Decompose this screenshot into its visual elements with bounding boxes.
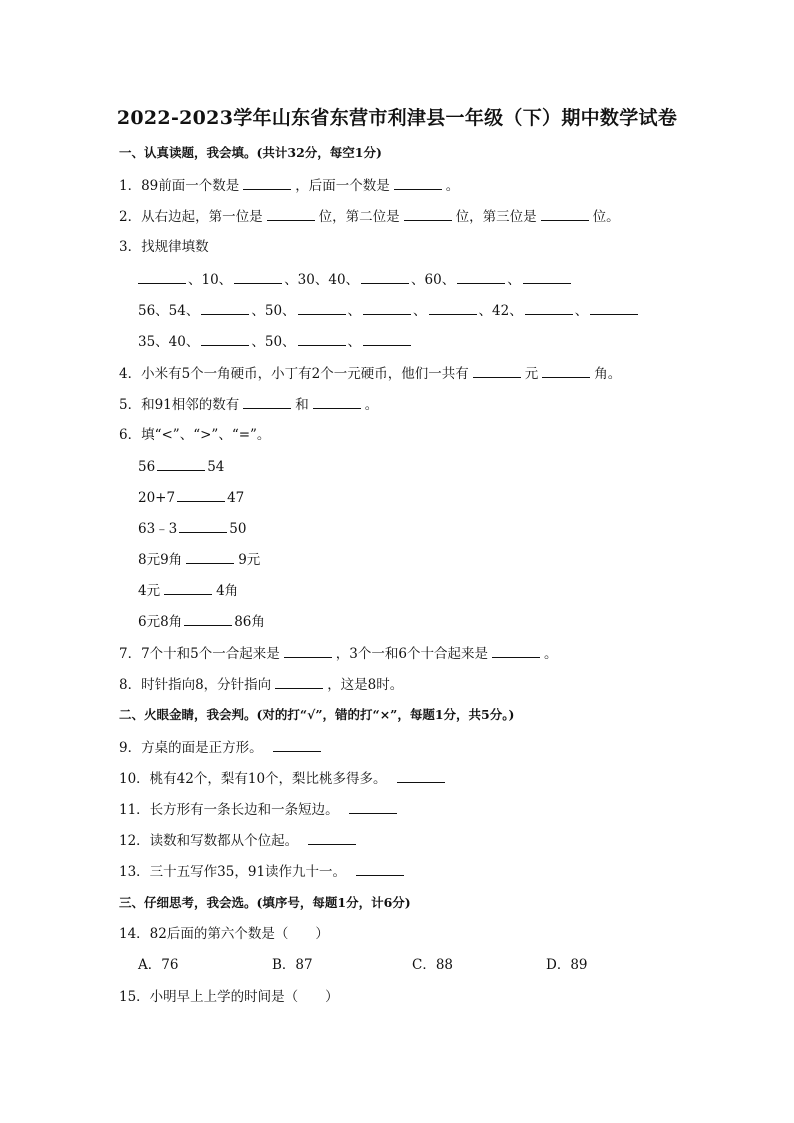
answer-blank[interactable] [284,643,332,658]
answer-blank[interactable] [201,300,249,315]
compare-item: 20+7 47 [138,487,244,508]
answer-blank[interactable] [298,300,346,315]
answer-blank[interactable] [243,175,291,190]
question-9: 9．方桌的面是正方形。 [119,737,325,758]
compare-item: 56 54 [138,456,224,477]
question-11: 11．长方形有一条长边和一条短边。 [119,799,401,820]
option-c[interactable]: C．88 [412,957,454,973]
section-2-heading: 二、火眼金睛，我会判。(对的打“√”，错的打“×”，每题1分，共5分。) [119,707,515,722]
answer-blank[interactable] [363,300,411,315]
answer-blank[interactable] [492,643,540,658]
answer-blank[interactable] [157,456,205,471]
exam-title: 2022-2023学年山东省东营市利津县一年级（下）期中数学试卷 [116,107,678,129]
answer-blank[interactable] [164,580,212,595]
section-1-heading: 一、认真读题，我会填。(共计32分，每空1分) [119,145,382,160]
compare-item: 8元9角 9元 [138,549,260,570]
question-1: 1．89前面一个数是 ，后面一个数是 。 [119,175,459,196]
question-6: 6．填“<”、“>”、“=”。 [119,427,271,443]
answer-blank[interactable] [404,206,452,221]
compare-item: 6元8角 86角 [138,611,265,632]
answer-blank[interactable] [523,269,571,284]
question-13: 13．三十五写作35，91读作九十一。 [119,861,408,882]
answer-blank[interactable] [457,269,505,284]
answer-blank[interactable] [179,518,227,533]
question-3-row-2: 56、54、 、50、 、 、 、42、 、 [138,300,640,321]
answer-blank[interactable] [363,331,411,346]
answer-blank[interactable] [267,206,315,221]
answer-blank[interactable] [243,394,291,409]
question-14: 14．82后面的第六个数是（ ） [119,926,329,942]
question-12: 12．读数和写数都从个位起。 [119,830,360,851]
answer-blank[interactable] [201,331,249,346]
section-3-heading: 三、仔细思考，我会选。(填序号，每题1分，计6分) [119,895,411,910]
answer-blank[interactable] [186,549,234,564]
answer-blank[interactable] [397,768,445,783]
option-d[interactable]: D．89 [546,957,588,973]
answer-blank[interactable] [590,300,638,315]
answer-blank[interactable] [177,487,225,502]
option-b[interactable]: B．87 [272,957,313,973]
answer-blank[interactable] [525,300,573,315]
answer-blank[interactable] [308,830,356,845]
question-4: 4．小米有5个一角硬币，小丁有2个一元硬币，他们一共有 元 角。 [119,363,621,384]
answer-blank[interactable] [234,269,282,284]
answer-blank[interactable] [361,269,409,284]
answer-blank[interactable] [429,300,477,315]
answer-blank[interactable] [542,363,590,378]
answer-blank[interactable] [184,611,232,626]
answer-blank[interactable] [298,331,346,346]
answer-blank[interactable] [394,175,442,190]
answer-blank[interactable] [275,674,323,689]
question-5: 5．和91相邻的数有 和 。 [119,394,378,415]
question-3-row-3: 35、40、 、50、 、 [138,331,413,352]
answer-blank[interactable] [313,394,361,409]
question-10: 10．桃有42个，梨有10个，梨比桃多得多。 [119,768,449,789]
question-3-row-1: 、10、 、30、40、 、60、 、 [138,269,573,290]
answer-blank[interactable] [541,206,589,221]
answer-blank[interactable] [349,799,397,814]
compare-item: 63﹣3 50 [138,518,246,539]
question-7: 7．7个十和5个一合起来是 ，3个一和6个十合起来是 。 [119,643,557,664]
question-3: 3．找规律填数 [119,239,209,255]
answer-blank[interactable] [138,269,186,284]
question-8: 8．时针指向8，分针指向 ，这是8时。 [119,674,403,695]
question-15: 15．小明早上上学的时间是（ ） [119,989,339,1005]
question-2: 2．从右边起，第一位是 位，第二位是 位，第三位是 位。 [119,206,620,227]
answer-blank[interactable] [356,861,404,876]
answer-blank[interactable] [273,737,321,752]
option-a[interactable]: A．76 [138,957,179,973]
compare-item: 4元 4角 [138,580,238,601]
answer-blank[interactable] [473,363,521,378]
